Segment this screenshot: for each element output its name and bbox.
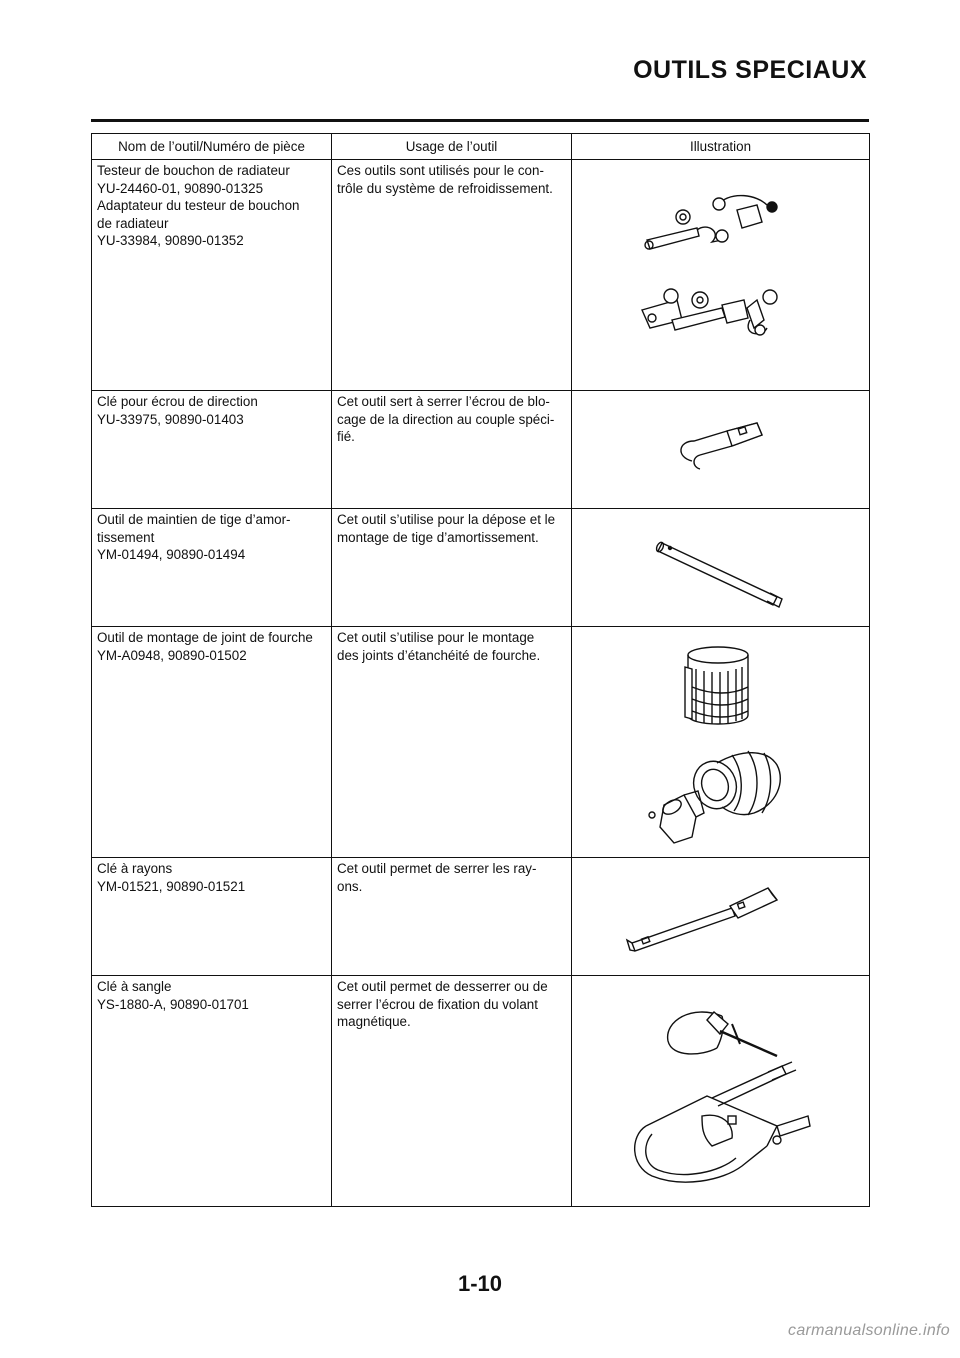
tool-name-cell <box>92 391 332 509</box>
tool-part-number: YM-01494, 90890-01494 <box>97 547 246 562</box>
table-row <box>92 160 870 391</box>
tool-usage-line: Cet outil permet de serrer les ray- <box>337 861 537 876</box>
tool-usage-line: Cet outil s’utilise pour le montage <box>337 630 535 645</box>
special-tools-table <box>91 133 870 1207</box>
tool-usage-line: Cet outil sert à serrer l’écrou de blo- <box>337 394 550 409</box>
tool-illustration-cell <box>572 391 870 509</box>
tool-name-line: Outil de montage de joint de fourche <box>97 630 313 645</box>
tool-name-cell <box>92 627 332 858</box>
header-tool-name: Nom de l’outil/Numéro de pièce <box>92 134 332 160</box>
tool-usage-line: serrer l’écrou de fixation du volant <box>337 996 538 1012</box>
fork-seal-driver-icon <box>572 627 870 857</box>
tool-usage-cell <box>332 976 572 1207</box>
tool-part-number: YM-A0948, 90890-01502 <box>97 647 247 663</box>
tool-name-line: Clé à rayons <box>97 861 173 876</box>
tool-name-line: Outil de maintien de tige d’amor- <box>97 512 291 527</box>
tool-usage-cell <box>332 858 572 976</box>
tool-part-number: YM-01521, 90890-01521 <box>97 878 246 894</box>
tool-usage-line: trôle du système de refroidissement. <box>337 180 553 196</box>
table-row <box>92 627 870 858</box>
tool-illustration-cell <box>572 976 870 1207</box>
tool-usage-cell <box>332 160 572 391</box>
tool-usage-line: magnétique. <box>337 1014 411 1029</box>
tool-illustration-cell <box>572 627 870 858</box>
header-tool-usage: Usage de l’outil <box>332 134 572 160</box>
tool-usage-line: cage de la direction au couple spéci- <box>337 411 555 427</box>
table-row <box>92 976 870 1207</box>
tool-usage-cell <box>332 391 572 509</box>
tool-name-line: Clé pour écrou de direction <box>97 394 258 409</box>
tool-part-number: YU-33975, 90890-01403 <box>97 411 244 427</box>
steering-nut-wrench-icon <box>572 391 870 508</box>
tool-name-cell <box>92 858 332 976</box>
tool-illustration-cell <box>572 160 870 391</box>
table-row <box>92 509 870 627</box>
damper-rod-holder-icon <box>572 509 870 626</box>
tool-name-cell <box>92 160 332 391</box>
tool-usage-line: Ces outils sont utilisés pour le con- <box>337 163 544 178</box>
tool-usage-line: des joints d’étanchéité de fourche. <box>337 647 541 663</box>
tool-name-line: Testeur de bouchon de radiateur <box>97 163 290 178</box>
tool-part-number: YU-24460-01, 90890-01325 <box>97 180 264 196</box>
tool-usage-line: fié. <box>337 429 355 444</box>
tool-name-cell <box>92 509 332 627</box>
tool-part-number: YS-1880-A, 90890-01701 <box>97 996 249 1012</box>
tool-usage-cell <box>332 509 572 627</box>
tool-name-line: Clé à sangle <box>97 979 172 994</box>
tool-name-line: Adaptateur du testeur de bouchon <box>97 198 300 213</box>
tool-name-line: de radiateur <box>97 215 169 231</box>
tool-usage-line: montage de tige d’amortissement. <box>337 529 539 545</box>
table-row <box>92 858 870 976</box>
tool-usage-line: ons. <box>337 878 363 894</box>
watermark: carmanualsonline.info <box>788 1322 950 1339</box>
radiator-cap-tester-icon <box>572 160 870 390</box>
strap-wrench-icon <box>572 976 870 1206</box>
tool-illustration-cell <box>572 509 870 627</box>
tool-usage-line: Cet outil permet de desserrer ou de <box>337 979 548 994</box>
page-title: OUTILS SPECIAUX <box>633 56 867 84</box>
tool-part-number: YU-33984, 90890-01352 <box>97 233 244 248</box>
tool-name-line: tissement <box>97 529 155 545</box>
header-illustration: Illustration <box>572 134 870 160</box>
header-rule <box>91 119 869 122</box>
tool-usage-line: Cet outil s’utilise pour la dépose et le <box>337 512 556 527</box>
tool-name-cell <box>92 976 332 1207</box>
spoke-wrench-icon <box>572 858 870 975</box>
page-number: 1-10 <box>457 1271 503 1296</box>
tool-illustration-cell <box>572 858 870 976</box>
table-row <box>92 391 870 509</box>
table-header-row <box>92 134 870 160</box>
tool-usage-cell <box>332 627 572 858</box>
